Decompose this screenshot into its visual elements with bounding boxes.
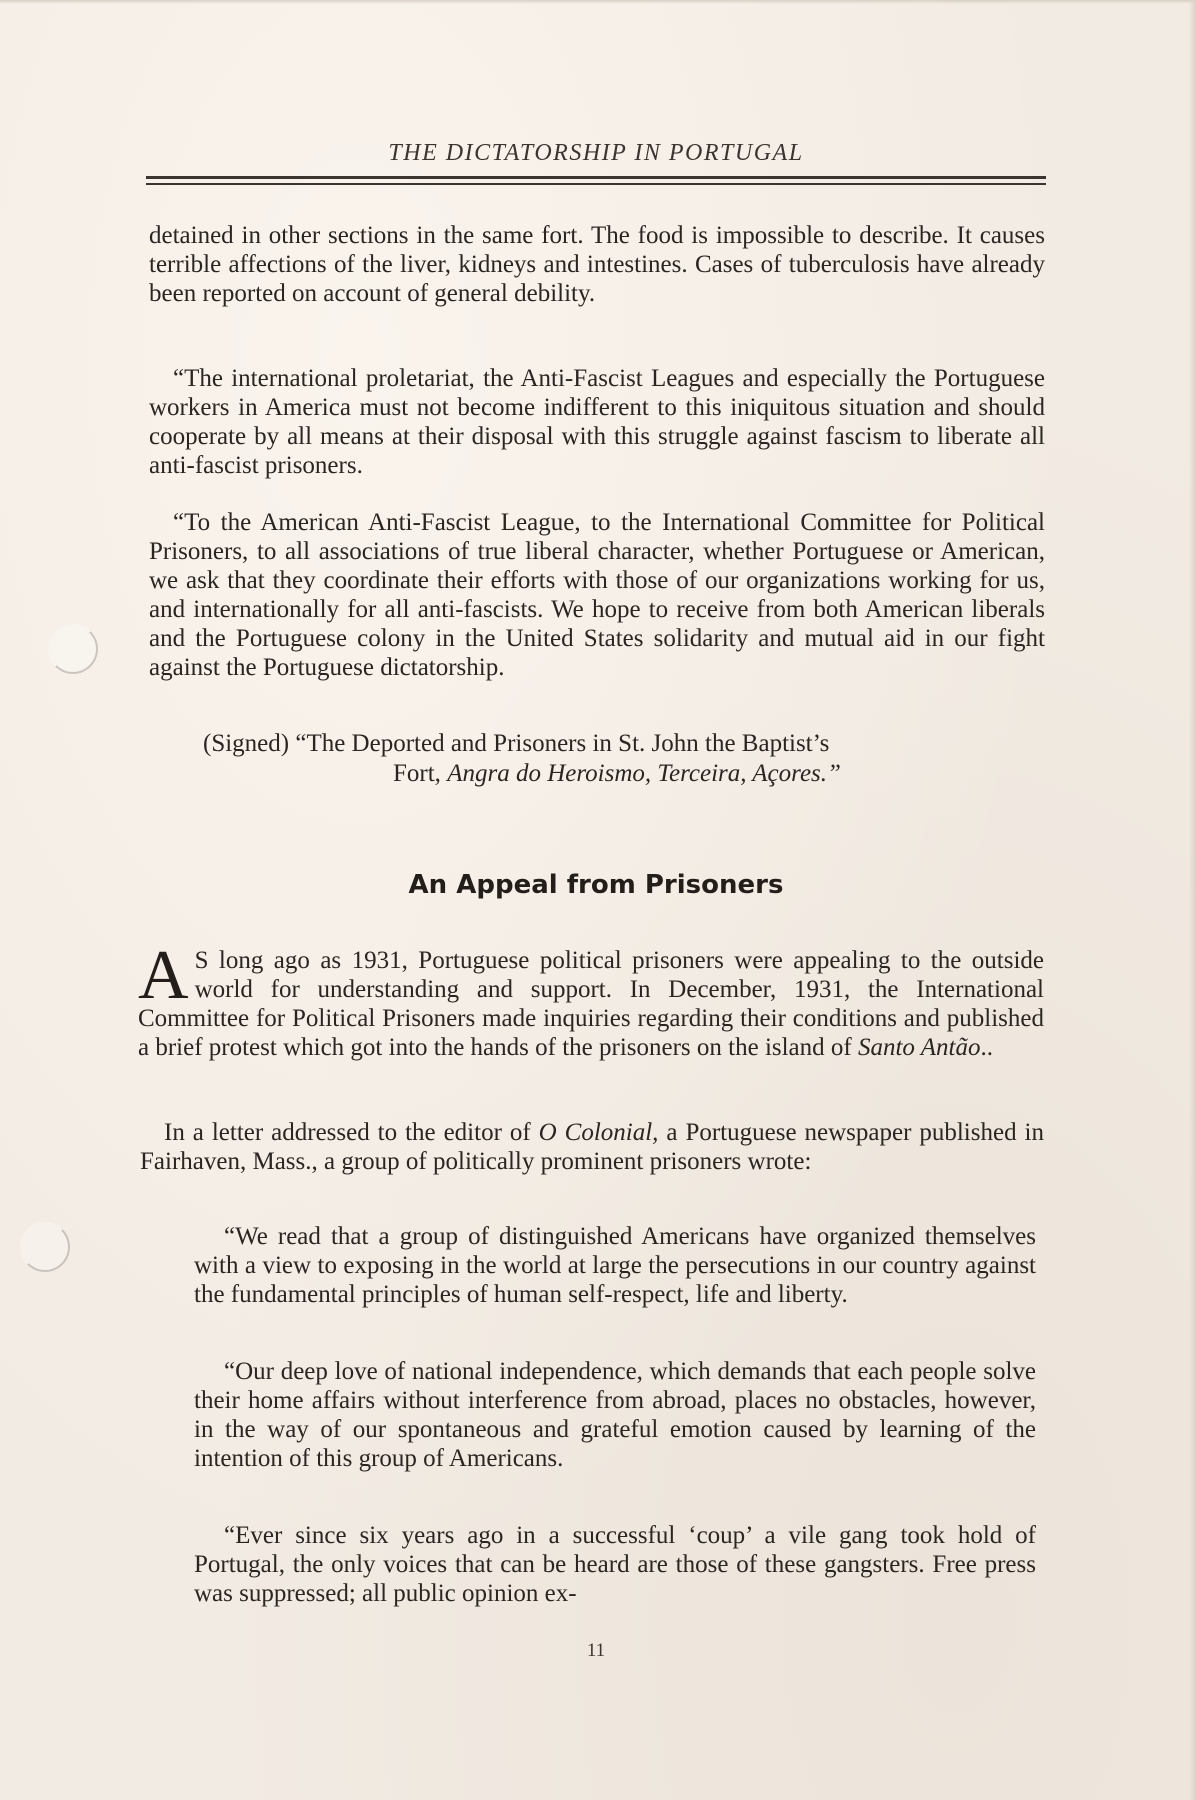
paragraph-detained: detained in other sections in the same fort. The food is impossible to describe. It causes terrible affections of the liver, kidneys and intestines. Cases of tuberculosis have already been reported on account of general debility. bbox=[149, 222, 1045, 307]
signature-fort-prefix: Fort, bbox=[393, 760, 448, 787]
paragraph-letter-addressed bbox=[140, 1118, 1044, 1176]
paragraph-as-long-ago bbox=[138, 937, 1044, 1062]
quote-six-years-ago: “Ever since six years ago in a successful ‘coup’ a vile gang took hold of Portugal, the only voices that can be heard are those of these gangsters. Free press was suppressed; all public opinion ex- bbox=[194, 1522, 1036, 1607]
signature-block bbox=[203, 729, 1023, 789]
signature-line-1: (Signed) “The Deported and Prisoners in St. John the Baptist’s bbox=[203, 730, 830, 757]
newspaper-name: O Colonial, bbox=[538, 1119, 659, 1146]
page-number: 11 bbox=[586, 1640, 606, 1661]
section-heading: An Appeal from Prisoners bbox=[408, 870, 784, 900]
paragraph-letter-start: In a letter addressed to the editor of bbox=[164, 1119, 539, 1146]
paragraph-as-long-ago-end: .. bbox=[980, 1034, 993, 1061]
running-header-title: THE DICTATORSHIP IN PORTUGAL bbox=[388, 140, 804, 166]
signature-location: Angra do Heroismo, Terceira, Açores.” bbox=[447, 760, 841, 787]
page-top-edge bbox=[0, 0, 1195, 4]
page-right-edge bbox=[1189, 0, 1195, 1800]
header-rule-thin bbox=[146, 183, 1046, 185]
lead-small-caps: S bbox=[194, 947, 209, 974]
signature-line-2 bbox=[203, 759, 1023, 789]
quote-distinguished-americans: “We read that a group of distinguished Americans have organized themselves with a view to exposing in the world at large the persecutions in our country against the fundamental principles of human self-respect, life and liberty. bbox=[194, 1223, 1036, 1308]
paragraph-international-proletariat: “The international proletariat, the Anti-Fascist Leagues and especially the Portuguese workers in America must not become indifferent to this iniquitous situation and should cooperate by all means at their disposal with this struggle against fascism to liberate all anti-fascist prisoners. bbox=[149, 365, 1045, 479]
paragraph-letter-rest: a Portuguese newspaper published in Fairhaven, Mass., a group of politically prominent prisoners wrote: bbox=[140, 1119, 1044, 1175]
punch-hole-lower bbox=[20, 1222, 70, 1272]
quote-national-independence: “Our deep love of national independence, which demands that each people solve their home affairs without interference from abroad, places no obstacles, however, in the way of our spontaneous and grateful emotion caused by learning of the intention of this group of Americans. bbox=[194, 1358, 1036, 1472]
punch-hole-upper bbox=[48, 624, 98, 674]
paragraph-american-anti-fascist-league: “To the American Anti-Fascist League, to the International Committee for Political Prisoners, to all associations of true liberal character, whether Portuguese or American, we ask that they coordinate their efforts with those of our organizations working for us, and internationally for all anti-fascists. We hope to receive from both American liberals and the Portuguese colony in the United States solidarity and mutual aid in our fight against the Portuguese dictatorship. bbox=[149, 509, 1045, 681]
header-rule-thick bbox=[146, 176, 1046, 179]
island-name: Santo Antão bbox=[857, 1034, 981, 1061]
drop-cap-letter: A bbox=[138, 937, 189, 1014]
paragraph-as-long-ago-body: long ago as 1931, Portuguese political prisoners were appealing to the outside world for understanding and support. In December, 1931, the International Committee for Political Prisoners made inquiries regarding their conditions and published a brief protest which got into the hands of the prisoners on the island of bbox=[138, 947, 1044, 1061]
